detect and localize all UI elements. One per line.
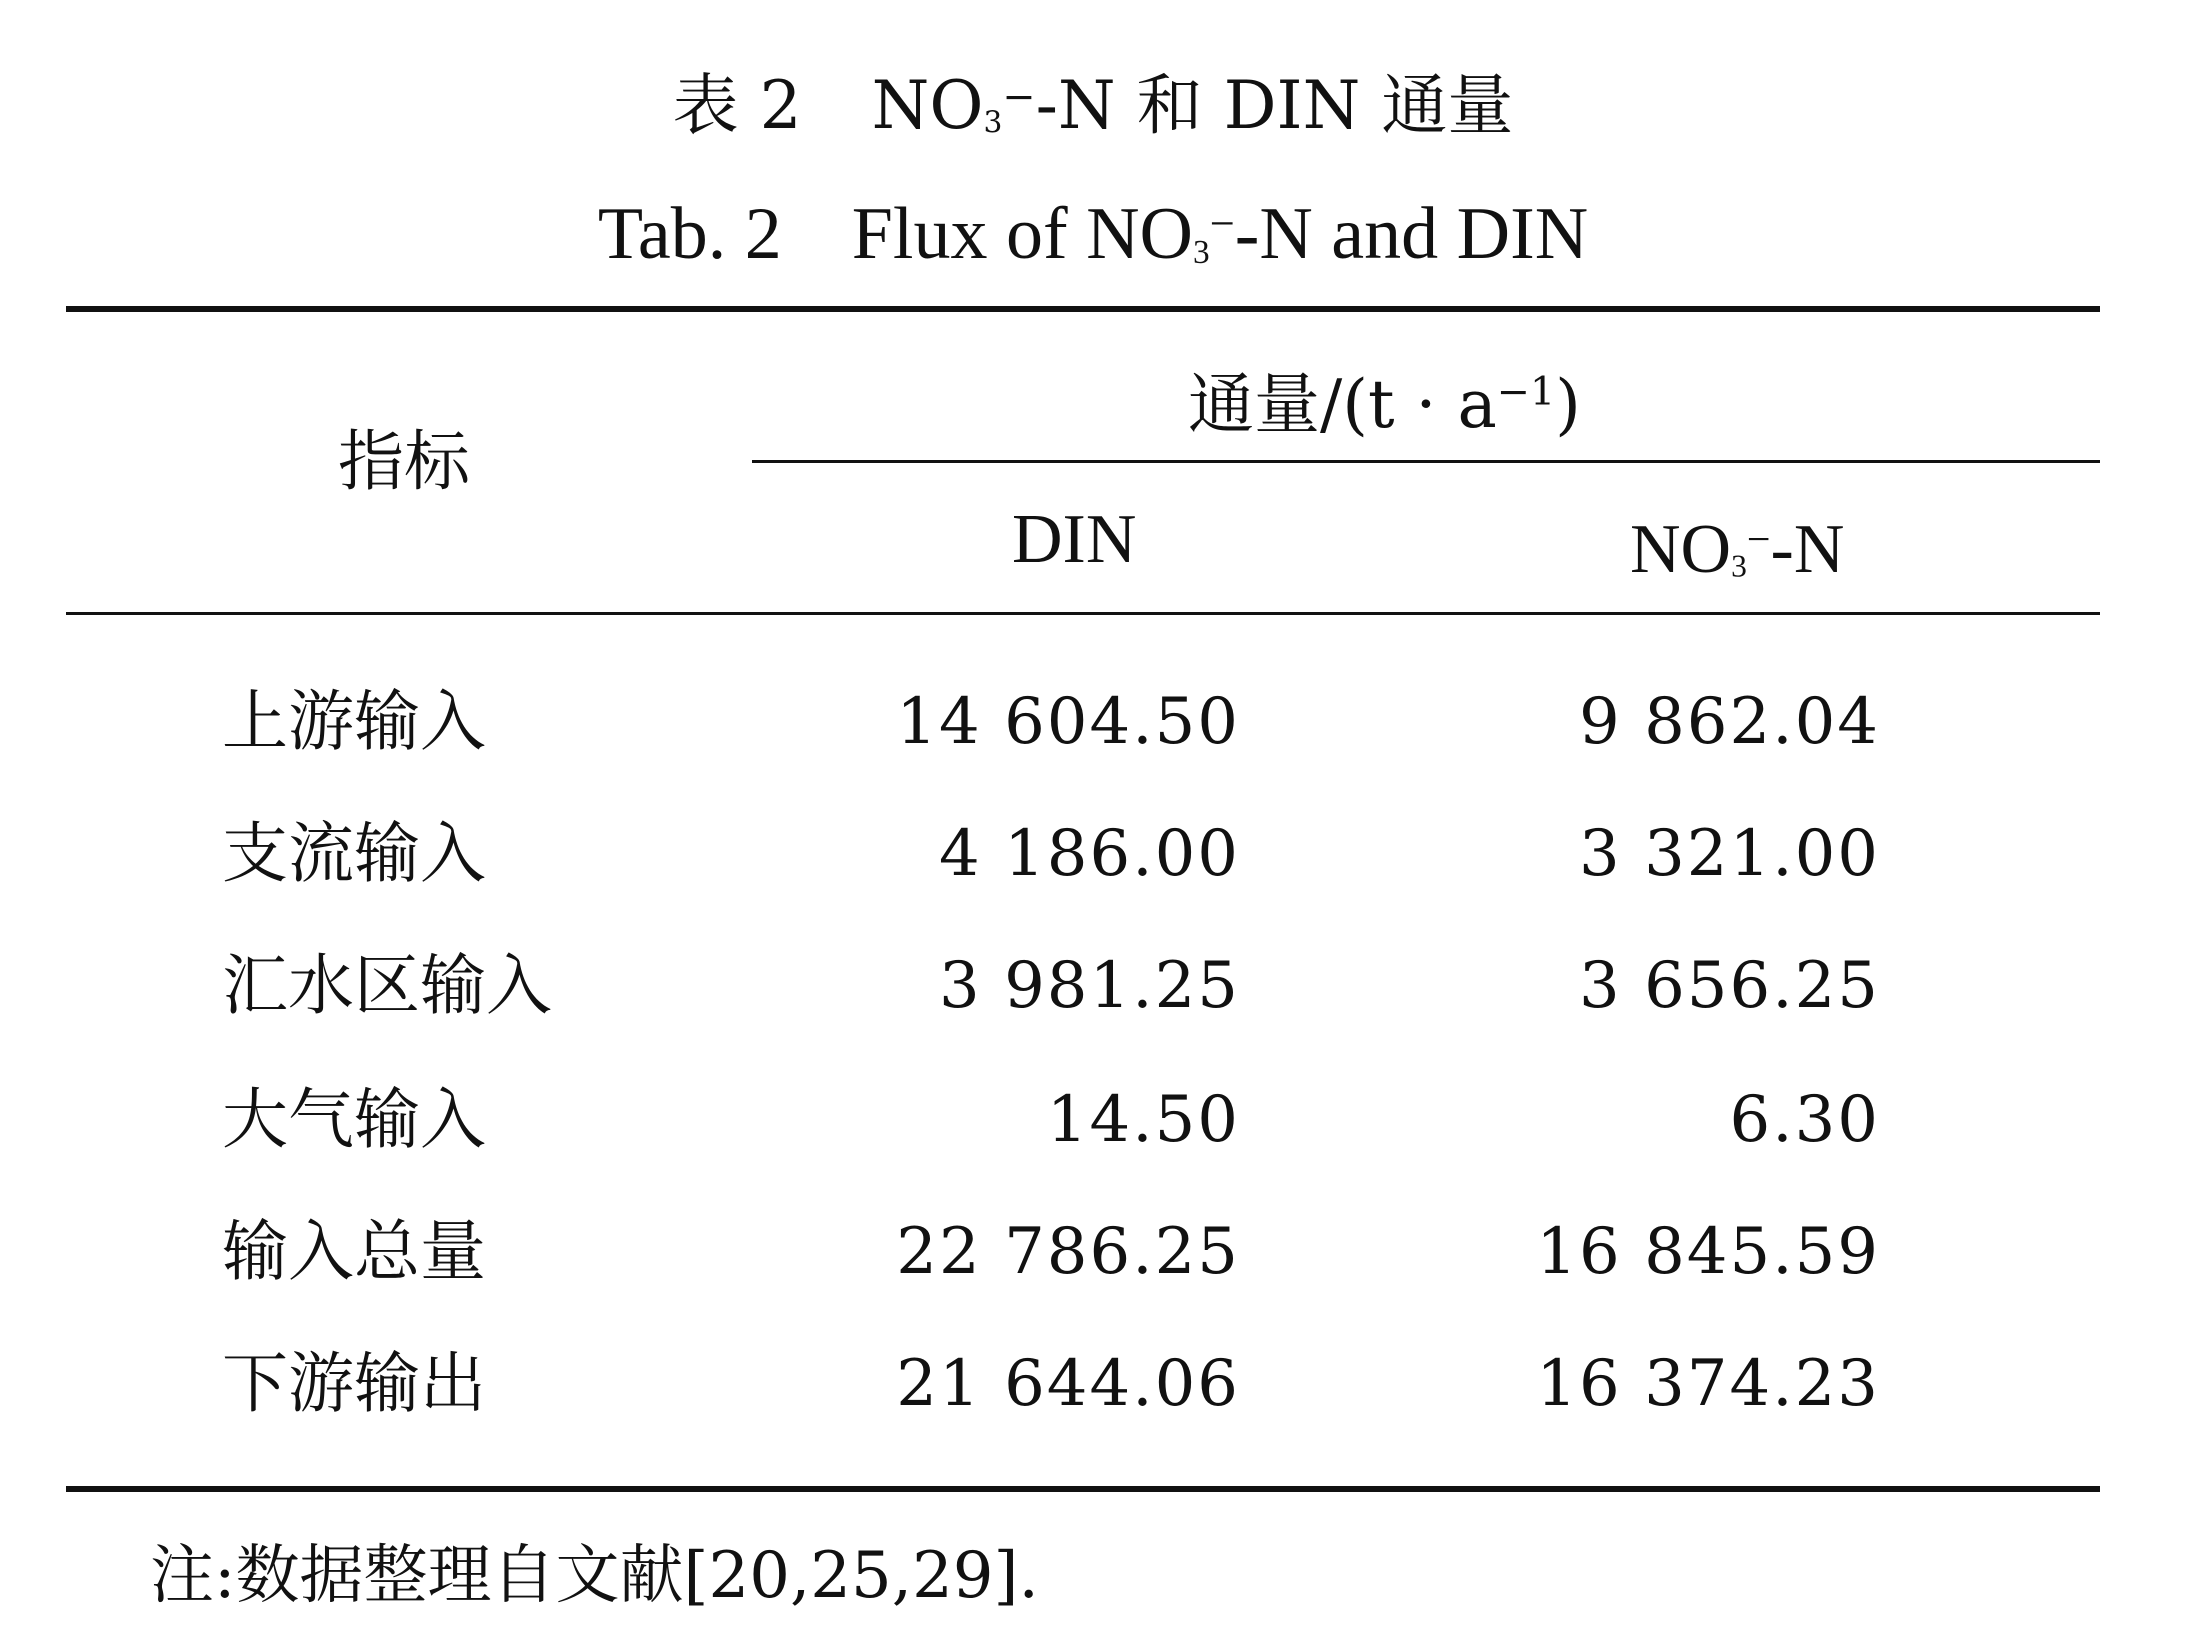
cell-no3n: 9 862.04: [1579, 685, 1880, 759]
caption-en-species: $NO_3^--N$: [1086, 192, 1313, 275]
cell-din: 4 186.00: [939, 817, 1240, 891]
caption-english: [0, 178, 2186, 298]
caption-en-prefix: Flux of: [851, 192, 1068, 275]
column-header-din: DIN: [1012, 501, 1137, 578]
row-label: 大气输入: [222, 1081, 486, 1158]
table-footnote: 注:数据整理自文献[20,25,29].: [150, 1539, 1039, 1613]
row-label: 支流输入: [222, 815, 486, 892]
cell-din: 14.50: [1046, 1083, 1240, 1157]
cell-din: 3 981.25: [939, 949, 1240, 1023]
header-bottom-rule: [66, 612, 2100, 615]
cell-din: 21 644.06: [896, 1347, 1240, 1421]
caption-cn-label: 表 2: [672, 66, 802, 144]
caption-chinese: [0, 52, 2186, 168]
cell-no3n: 6.30: [1729, 1083, 1880, 1157]
caption-en-label: Tab. 2: [597, 192, 782, 275]
cell-din: 14 604.50: [896, 685, 1240, 759]
caption-cn-title: 和 DIN 通量: [1136, 66, 1514, 144]
cell-din: 22 786.25: [896, 1215, 1240, 1289]
row-label: 输入总量: [222, 1213, 486, 1290]
row-label: 下游输出: [222, 1345, 486, 1422]
cell-no3n: 16 374.23: [1536, 1347, 1880, 1421]
table-bottom-rule: [66, 1486, 2100, 1492]
caption-cn-species: $NO_3^--N$: [871, 66, 1116, 144]
cell-no3n: 16 845.59: [1536, 1215, 1880, 1289]
cell-no3n: 3 656.25: [1579, 949, 1880, 1023]
caption-en-suffix: and DIN: [1331, 192, 1589, 275]
row-label: 汇水区输入: [222, 947, 552, 1024]
column-header-no3n: $NO_3^--N$: [1630, 510, 1845, 588]
row-label: 上游输入: [222, 683, 486, 760]
group-header-rule: [752, 460, 2100, 463]
cell-no3n: 3 321.00: [1579, 817, 1880, 891]
row-header-indicator: 指标: [338, 423, 470, 500]
table-top-rule: [66, 306, 2100, 312]
group-header-flux: 通量$/(t \cdot a^{-1})$: [1188, 365, 1581, 443]
